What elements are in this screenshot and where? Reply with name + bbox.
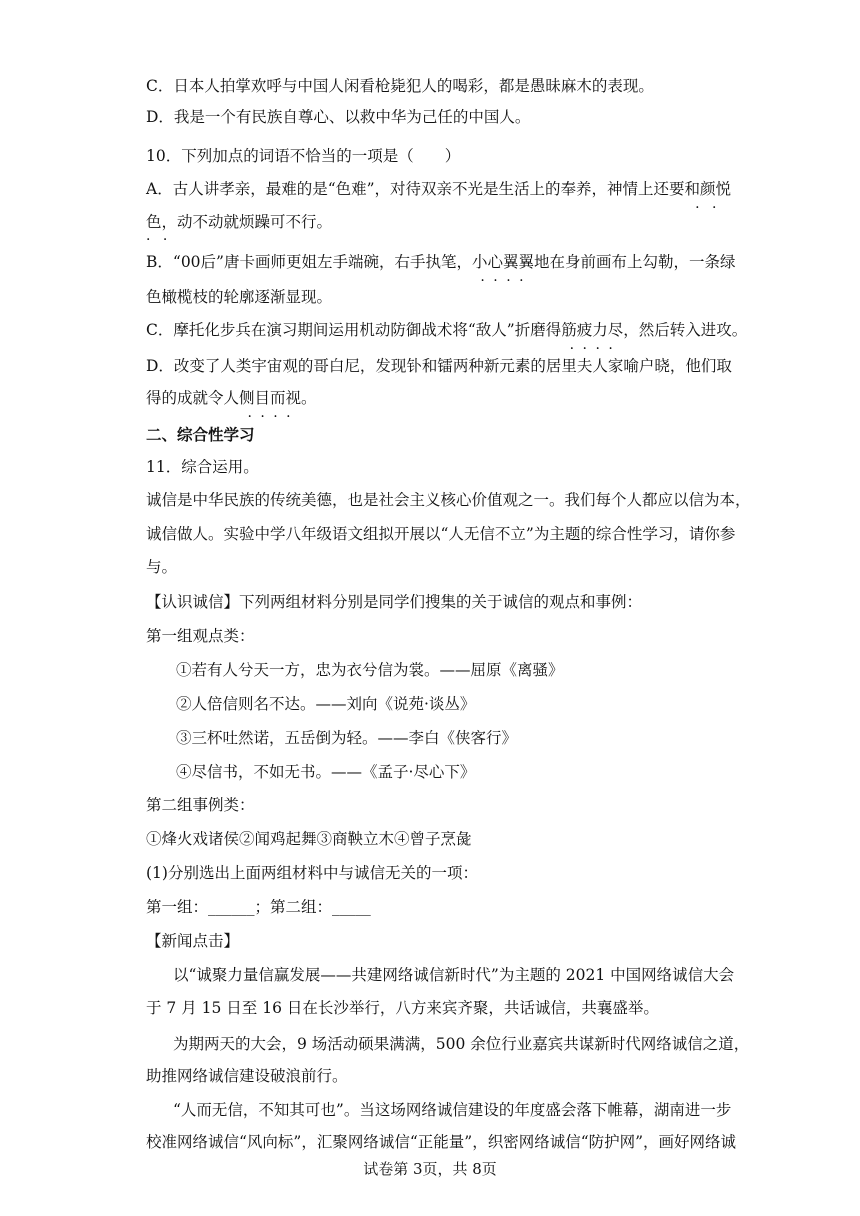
q11-intro-line2: 诚信做人。实验中学八年级语文组拟开展以“人无信不立”为主题的综合性学习，请你参	[146, 525, 736, 543]
q10-option-a-line1: A．古人讲孝亲，最难的是“色难”，对待双亲不光是生活上的奉养，神情上还要和颜悦 · ·	[146, 179, 731, 199]
sub-question-1-answer: 第一组：______；第二组：_____	[146, 898, 371, 916]
q10-option-d-line1: D．改变了人类宇宙观的哥白尼，发现钋和镭两种新元素的居里夫人家喻户晓，他们取	[146, 357, 732, 375]
group1-item: ③三杯吐然诺，五岳倒为轻。——李白《侠客行》	[176, 729, 518, 747]
dotted-word: 筋疲力尽 · · · ·	[561, 321, 623, 339]
news-paragraph-2-line2: 助推网络诚信建设破浪前行。	[146, 1067, 348, 1085]
news-paragraph-1-line2: 于 7 月 15 日至 16 日在长沙举行，八方来宾齐聚，共话诚信，共襄盛举。	[146, 999, 659, 1017]
q11-intro-line1: 诚信是中华民族的传统美德，也是社会主义核心价值观之一。我们每个人都应以信为本，	[146, 491, 751, 509]
q11-title: 11．综合运用。	[146, 458, 259, 476]
q10-option-a-line2: 色 · ·，动不动就烦躁可不行。	[146, 212, 332, 232]
dotted-word: 和颜悦 · ·	[685, 180, 732, 198]
group1-item: ④尽信书，不如无书。——《孟子·尽心下》	[176, 763, 476, 781]
dotted-word: 小心翼翼 · · · ·	[472, 253, 534, 271]
q10-option-c: C．摩托化步兵在演习期间运用机动防御战术将“敌人”折磨得筋疲力尽 · · · ·，然后转入进攻。	[146, 320, 747, 340]
q10-option-d-line2: 得的成就令人侧目而视 · · · ·。	[146, 388, 317, 408]
q10-stem: 10．下列加点的词语不恰当的一项是（ ）	[146, 147, 461, 165]
q9-option-c: C．日本人拍掌欢呼与中国人闲看枪毙犯人的喝彩，都是愚昧麻木的表现。	[146, 77, 654, 95]
q10-option-b-line1: B．“00后”唐卡画师更姐左手端碗，右手执笔，小心翼翼 · · · ·地在身前画布上勾勒，一条绿	[146, 252, 736, 272]
news-paragraph-3-line1: “人而无信，不知其可也”。当这场网络诚信建设的年度盛会落下帷幕，湖南进一步	[173, 1101, 732, 1119]
q10-option-b-line2: 色橄榄枝的轮廓逐渐显现。	[146, 288, 333, 306]
page-footer: 试卷第 3页，共 8页	[363, 1160, 497, 1178]
news-paragraph-3-line2: 校准网络诚信“风向标”，汇聚网络诚信“正能量”，织密网络诚信“防护网”，画好网络诚	[146, 1133, 737, 1151]
news-heading: 【新闻点击】	[146, 932, 240, 950]
group1-item: ①若有人兮天一方，忠为衣兮信为裳。——屈原《离骚》	[176, 661, 564, 679]
group2-items: ①烽火戏诸侯②闻鸡起舞③商鞅立木④曾子烹彘	[146, 830, 472, 848]
q11-intro-line3: 与。	[146, 558, 178, 576]
group1-label: 第一组观点类：	[146, 627, 255, 645]
q11-recognize: 【认识诚信】下列两组材料分别是同学们搜集的关于诚信的观点和事例：	[146, 593, 643, 611]
sub-question-1: (1)分别选出上面两组材料中与诚信无关的一项：	[146, 864, 478, 882]
q9-option-d: D．我是一个有民族自尊心、以救中华为己任的中国人。	[146, 108, 531, 126]
group1-item: ②人倍信则名不达。——刘向《说苑·谈丛》	[176, 695, 476, 713]
group2-label: 第二组事例类：	[146, 796, 255, 814]
news-paragraph-2-line1: 为期两天的大会，9 场活动硕果满满，500 余位行业嘉宾共谋新时代网络诚信之道，	[173, 1035, 750, 1053]
dotted-word: 色 · ·	[146, 212, 162, 232]
news-paragraph-1-line1: 以“诚聚力量信赢发展——共建网络诚信新时代”为主题的 2021 中国网络诚信大会	[173, 966, 735, 984]
section-heading: 二、综合性学习	[146, 425, 255, 444]
dotted-word: 侧目而视 · · · ·	[239, 389, 301, 407]
